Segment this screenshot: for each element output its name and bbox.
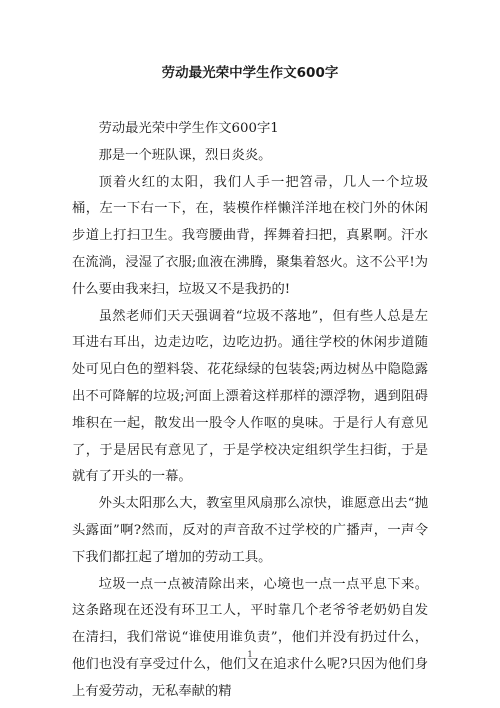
paragraph-2: 顶着火红的太阳，我们人手一把笤帚，几人一个垃圾桶，左一下右一下，在，装模作样懒洋洋地在校门外的休闲步道上打扫卫生。我弯腰曲背，挥舞着扫把，真累啊。汗水在流淌，浸湿了衣服;血液在沸腾，聚集着怒火。这不公平!为什么要由我来扫，垃圾又不是我扔的!	[72, 174, 428, 297]
page-number: 1	[247, 650, 253, 659]
paragraph-3: 虽然老师们天天强调着“垃圾不落地”，但有些人总是左耳进右耳出，边走边吃，边吃边扔。通往学校的休闲步道随处可见白色的塑料袋、花花绿绿的包装袋;两边树丛中隐隐露出不可降解的垃圾;河面上漂着这样那样的漂浮物，遇到阻碍堆积在一起，散发出一股令人作呕的臭味。于是行人有意见了，于是居民有意见了，于是学校决定组织学生扫街，于是就有了开头的一幕。	[72, 308, 428, 485]
paragraph-1: 那是一个班队课，烈日炎炎。	[98, 147, 272, 163]
essay-subtitle: 劳动最光荣中学生作文600字1	[98, 121, 279, 136]
document-body	[72, 116, 428, 706]
paragraph-4: 外头太阳那么大，教室里风扇那么凉快，谁愿意出去“抛头露面”啊?然而，反对的声音敌不过学校的广播声，一声令下我们都扛起了增加的劳动工具。	[72, 496, 428, 565]
document-title: 劳动最光荣中学生作文600字	[161, 65, 339, 81]
paragraph-5: 垃圾一点一点被清除出来，心境也一点一点平息下来。这条路现在还没有环卫工人，平时靠几个老爷爷老奶奶自发在清扫，我们常说“谁使用谁负责”，他们并没有扔过什么，他们也没有享受过什么，他们又在追求什么呢?只因为他们身上有爱劳动，无私奉献的精	[72, 576, 428, 699]
